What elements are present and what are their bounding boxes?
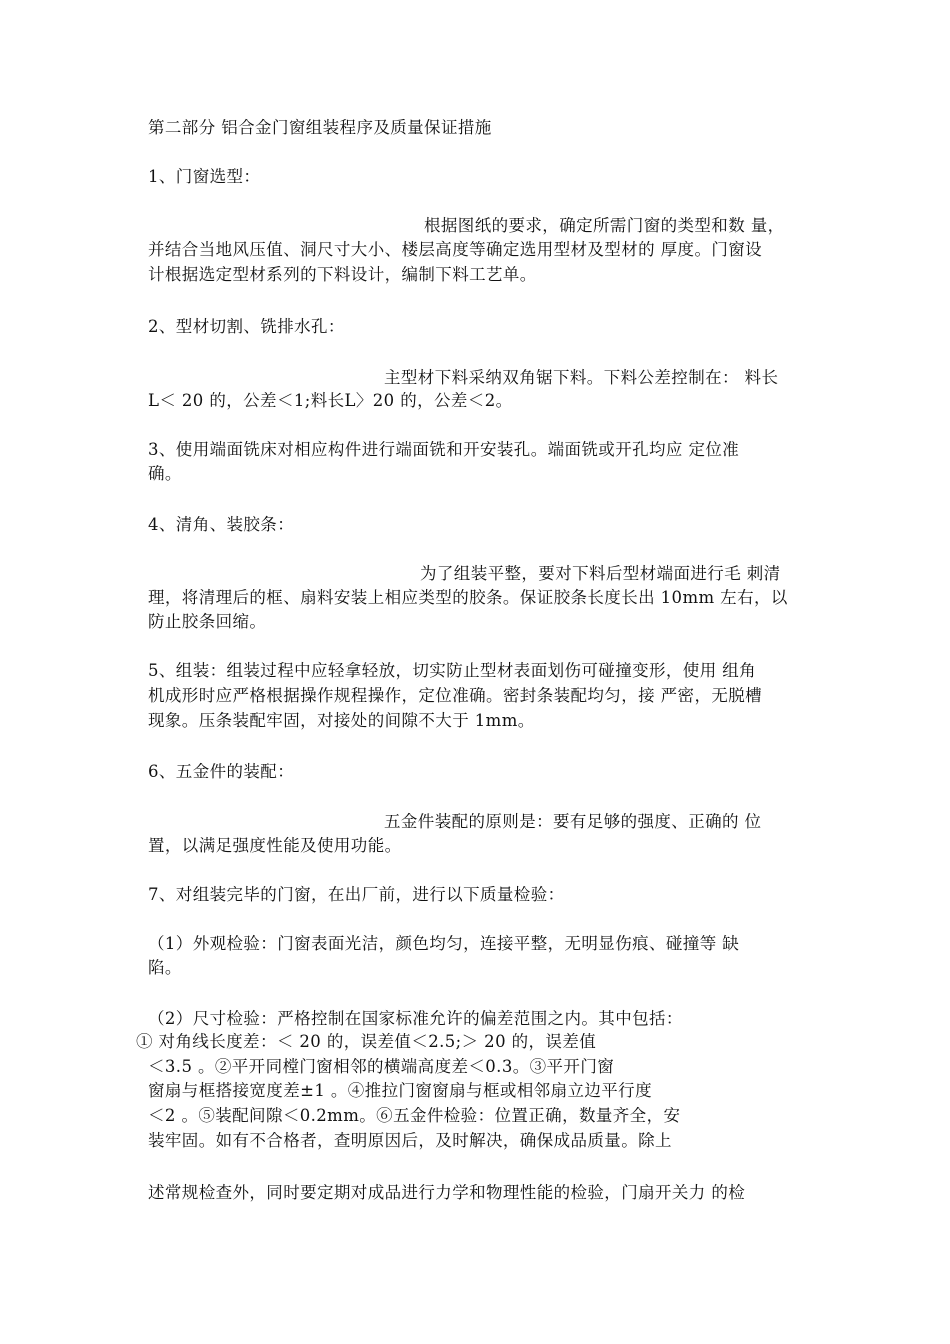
paragraph-line: 装牢固。如有不合格者，查明原因后，及时解决，确保成品质量。除上: [148, 1131, 672, 1150]
paragraph-line: L＜ 20 的，公差＜1;料长L〉20 的，公差＜2。: [148, 391, 513, 410]
paragraph-line: 5、组装：组装过程中应轻拿轻放，切实防止型材表面划伤可碰撞变形，使用 组角: [148, 661, 757, 680]
paragraph-line: 3、使用端面铣床对相应构件进行端面铣和开安装孔。端面铣或开孔均应 定位准: [148, 440, 740, 459]
paragraph-line: 述常规检查外，同时要定期对成品进行力学和物理性能的检验，门扇开关力 的检: [148, 1183, 746, 1202]
paragraph-line: 7、对组装完毕的门窗，在出厂前，进行以下质量检验：: [148, 885, 565, 904]
paragraph-line: 五金件装配的原则是：要有足够的强度、正确的 位: [384, 812, 762, 831]
paragraph-line: 置，以满足强度性能及使用功能。: [148, 836, 402, 855]
document-title: 第二部分 铝合金门窗组装程序及质量保证措施: [148, 118, 492, 137]
paragraph-line: 陷。: [148, 958, 182, 977]
paragraph-line: ① 对角线长度差：＜ 20 的，误差值＜2.5;＞ 20 的，误差值: [136, 1032, 597, 1051]
paragraph-line: 窗扇与框搭接宽度差±1 。④推拉门窗窗扇与框或相邻扇立边平行度: [148, 1081, 652, 1100]
paragraph-line: （1）外观检验：门窗表面光洁，颜色均匀，连接平整，无明显伤痕、碰撞等 缺: [148, 934, 740, 953]
section-heading: 4、清角、装胶条：: [148, 515, 295, 534]
section-heading: 6、五金件的装配：: [148, 762, 295, 781]
paragraph-line: 现象。压条装配牢固，对接处的间隙不大于 1mm。: [148, 711, 535, 730]
paragraph-line: 为了组装平整，要对下料后型材端面进行毛 刺清: [420, 564, 781, 583]
paragraph-line: 主型材下料采纳双角锯下料。下料公差控制在： 料长: [384, 368, 779, 387]
paragraph-line: 机成形时应严格根据操作规程操作，定位准确。密封条装配均匀，接 严密，无脱槽: [148, 686, 763, 705]
paragraph-line: ＜2 。⑤装配间隙＜0.2mm。⑥五金件检验：位置正确，数量齐全，安: [148, 1106, 681, 1125]
paragraph-line: 根据图纸的要求，确定所需门窗的类型和数 量，: [424, 216, 785, 235]
paragraph-line: ＜3.5 。②平开同樘门窗相邻的横端高度差＜0.3。③平开门窗: [148, 1057, 615, 1076]
paragraph-line: 确。: [148, 464, 182, 483]
paragraph-line: 理，将清理后的框、扇料安装上相应类型的胶条。保证胶条长度长出 10mm 左右，以: [148, 588, 788, 607]
paragraph-line: 防止胶条回缩。: [148, 612, 267, 631]
paragraph-line: 并结合当地风压值、洞尺寸大小、楼层高度等确定选用型材及型材的 厚度。门窗设: [148, 240, 763, 259]
section-heading: 1、门窗选型：: [148, 167, 261, 186]
paragraph-line: 计根据选定型材系列的下料设计，编制下料工艺单。: [148, 265, 537, 284]
paragraph-line: （2）尺寸检验：严格控制在国家标准允许的偏差范围之内。其中包括：: [148, 1009, 683, 1028]
section-heading: 2、型材切割、铣排水孔：: [148, 317, 345, 336]
